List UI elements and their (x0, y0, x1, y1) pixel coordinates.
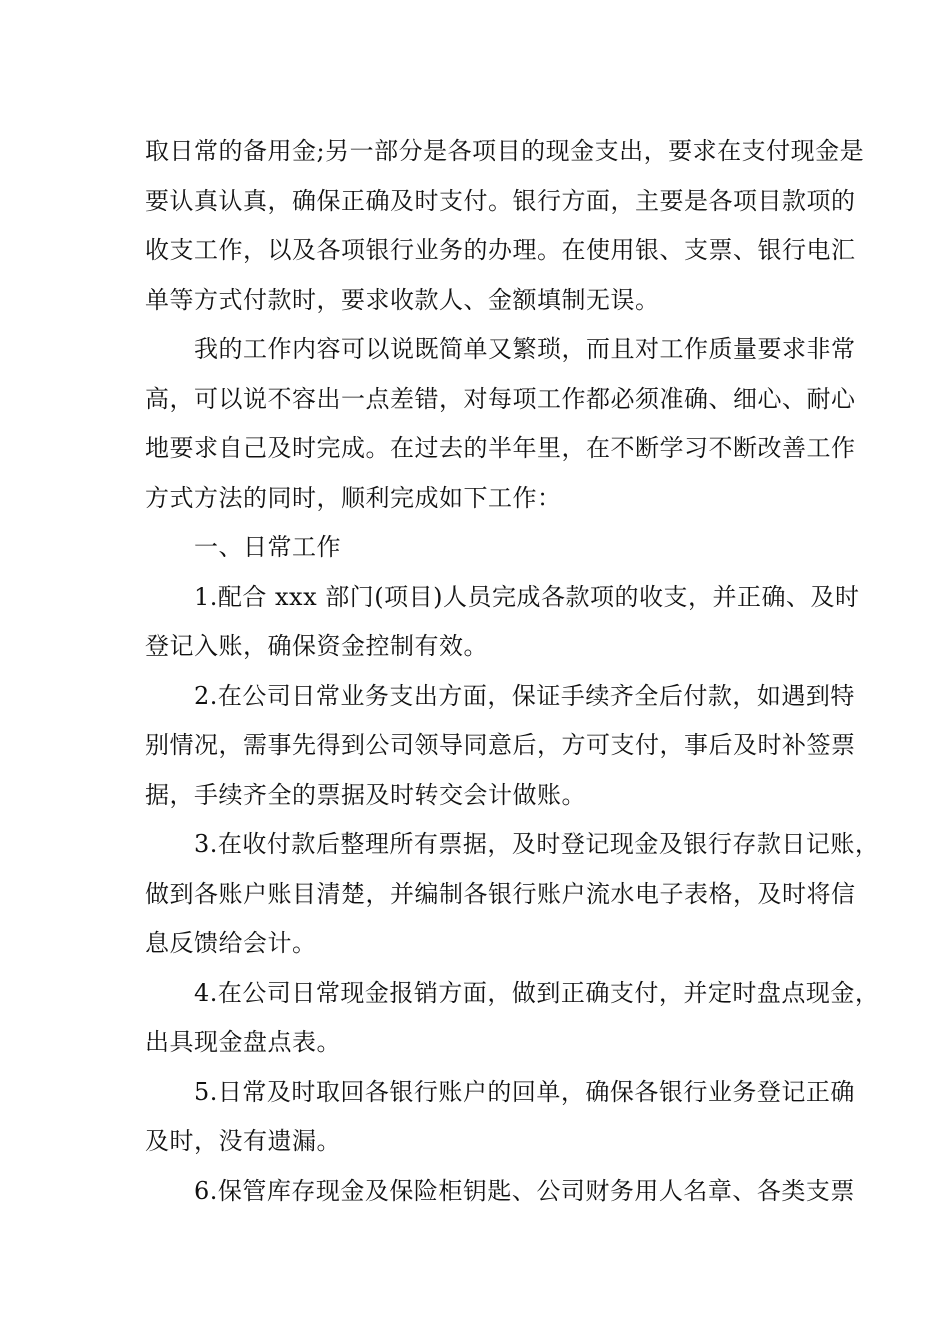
text-line: 息反馈给会计。 (145, 929, 317, 957)
text-line: 登记入账，确保资金控制有效。 (145, 632, 488, 660)
document-body (145, 127, 880, 1216)
text-line: 2.在公司日常业务支出方面，保证手续齐全后付款，如遇到特 (145, 681, 855, 710)
text-line: 高，可以说不容出一点差错，对每项工作都必须准确、细心、耐心 (145, 384, 856, 413)
text-line: 收支工作，以及各项银行业务的办理。在使用银、支票、银行电汇 (145, 236, 856, 264)
text-line: 单等方式付款时，要求收款人、金额填制无误。 (145, 285, 660, 314)
text-line: 做到各账户账目清楚，并编制各银行账户流水电子表格，及时将信 (145, 879, 856, 908)
text-line: 4.在公司日常现金报销方面，做到正确支付，并定时盘点现金， (145, 978, 880, 1007)
text-line: 及时，没有遗漏。 (145, 1127, 341, 1155)
text-line: 5.日常及时取回各银行账户的回单，确保各银行业务登记正确 (145, 1077, 855, 1106)
text-line: 取日常的备用金;另一部分是各项目的现金支出，要求在支付现金是 (145, 137, 865, 165)
text-line: 方式方法的同时，顺利完成如下工作： (145, 483, 562, 512)
text-line: 3.在收付款后整理所有票据，及时登记现金及银行存款日记账， (145, 830, 880, 858)
text-line: 出具现金盘点表。 (145, 1028, 341, 1056)
text-line: 我的工作内容可以说既简单又繁琐，而且对工作质量要求非常 (145, 335, 856, 363)
text-line: 据，手续齐全的票据及时转交会计做账。 (145, 780, 586, 809)
text-line: 6.保管库存现金及保险柜钥匙、公司财务用人名章、各类支票 (145, 1176, 855, 1205)
text-line: 要认真认真，确保正确及时支付。银行方面，主要是各项目款项的 (145, 186, 856, 215)
text-line: 别情况，需事先得到公司领导同意后，方可支付，事后及时补签票 (145, 731, 856, 759)
text-line: 1.配合 xxx 部门(项目)人员完成各款项的收支，并正确、及时 (145, 582, 860, 611)
text-line: 地要求自己及时完成。在过去的半年里，在不断学习不断改善工作 (145, 434, 856, 462)
section-heading: 一、日常工作 (145, 533, 341, 561)
